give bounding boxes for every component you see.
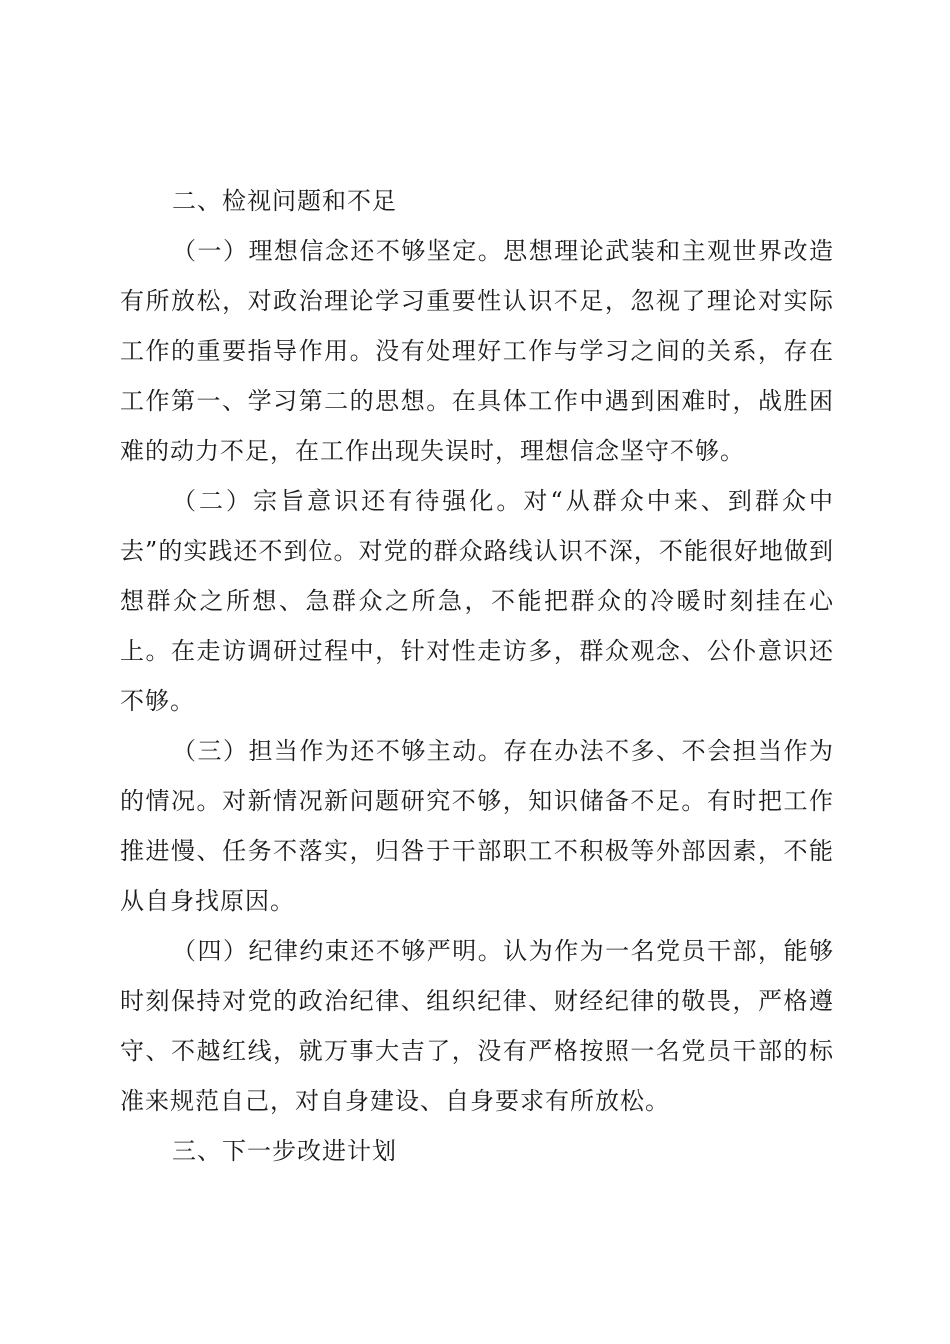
paragraph-ideals-and-beliefs: （一）理想信念还不够坚定。思想理论武装和主观世界改造有所放松，对政治理论学习重要性认识不足，忽视了理论对实际工作的重要指导作用。没有处理好工作与学习之间的关系，存在工作第一、学习第二的思想。在具体工作中遇到困难时，战胜困难的动力不足，在工作出现失误时，理想信念坚守不够。	[120, 237, 834, 465]
paragraph-responsibility: （三）担当作为还不够主动。存在办法不多、不会担当作为的情况。对新情况新问题研究不够，知识储备不足。有时把工作推进慢、任务不落实，归咎于干部职工不积极等外部因素，不能从自身找原因。	[120, 737, 834, 915]
document-body	[120, 176, 834, 1176]
section-two-heading: 二、检视问题和不足	[172, 187, 397, 215]
paragraph-purpose-awareness: （二）宗旨意识还有待强化。对“从群众中来、到群众中去”的实践还不到位。对党的群众路线认识不深，不能很好地做到想群众之所想、急群众之所急，不能把群众的冷暖时刻挂在心上。在走访调研过程中，针对性走访多，群众观念、公仆意识还不够。	[120, 487, 834, 715]
paragraph-discipline: （四）纪律约束还不够严明。认为作为一名党员干部，能够时刻保持对党的政治纪律、组织纪律、财经纪律的敬畏，严格遵守、不越红线，就万事大吉了，没有严格按照一名党员干部的标准来规范自己，对自身建设、自身要求有所放松。	[120, 937, 834, 1115]
section-three-heading: 三、下一步改进计划	[172, 1137, 397, 1165]
